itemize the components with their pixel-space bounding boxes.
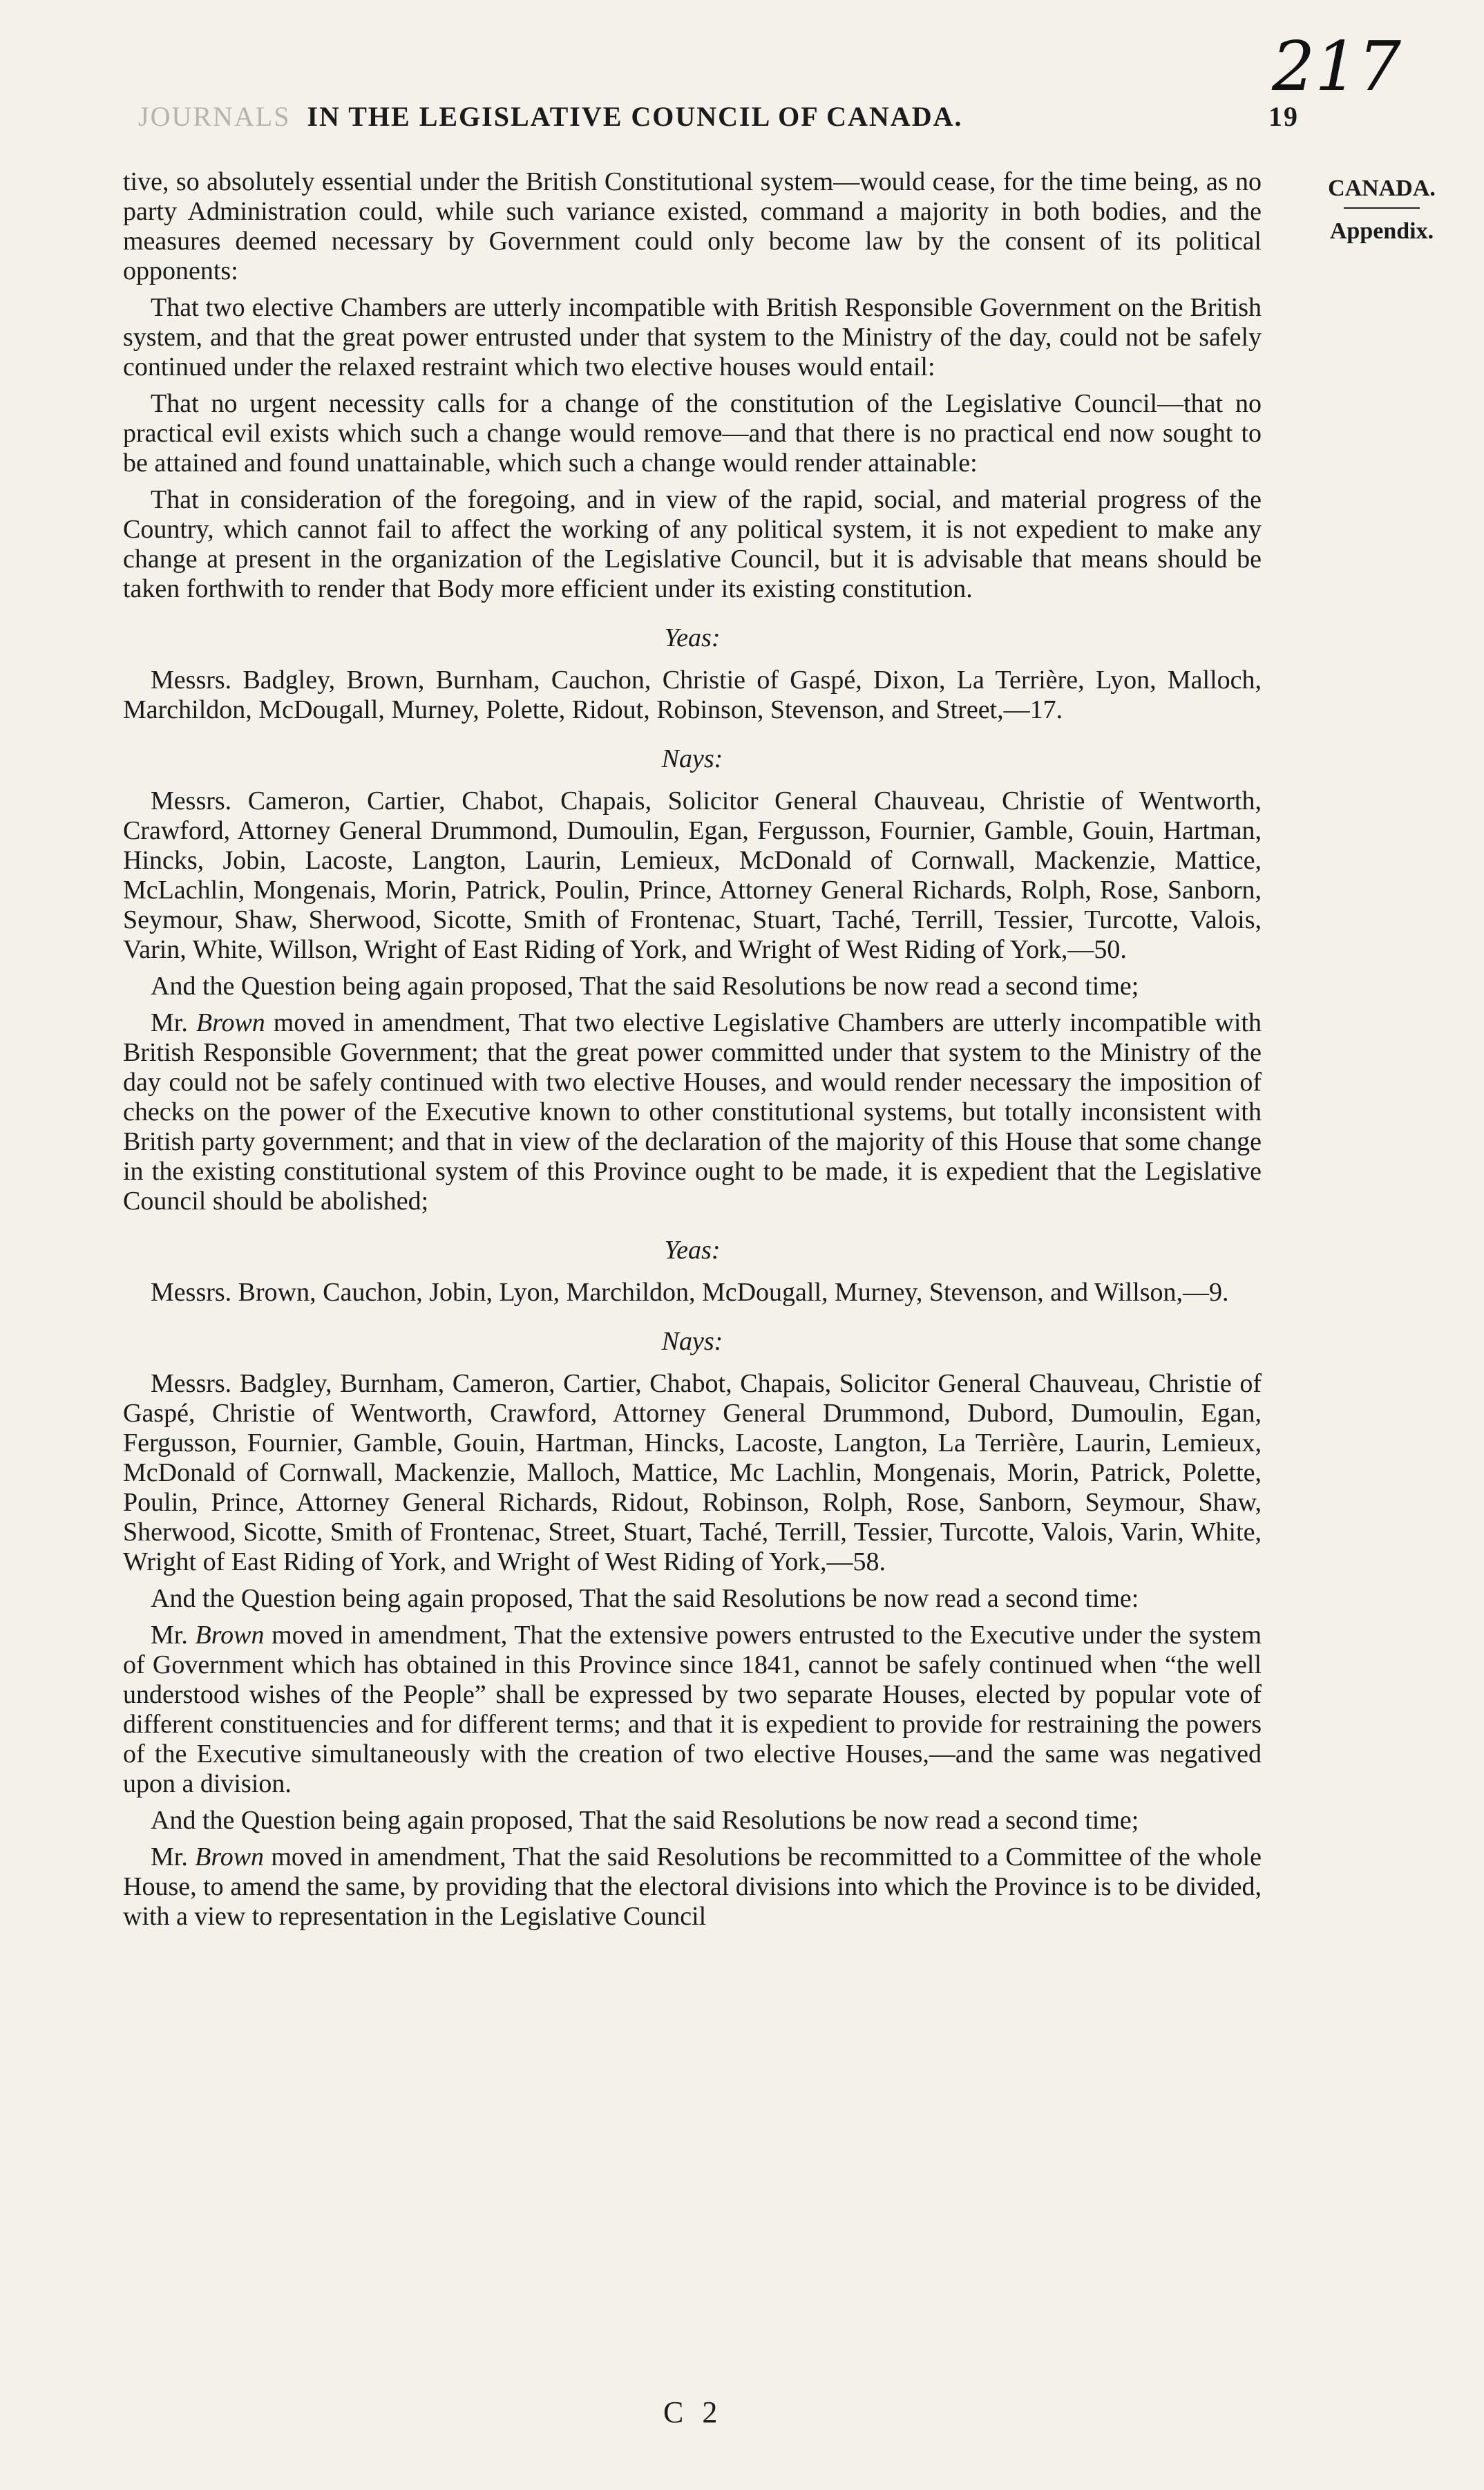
paragraph: tive, so absolutely essential under the British Constitutional system—would cease, for the time being, as no party Administration could, while such variance existed, command a majority in both bodies, and the measures deemed necessary by Government could only become law by the consent of its political opponents: — [123, 167, 1262, 285]
header-faint-word: JOURNALS — [138, 101, 291, 132]
page-number: 19 — [1268, 101, 1299, 132]
question-paragraph: And the Question being again proposed, That the said Resolutions be now read a second time; — [151, 1806, 1139, 1835]
yeas-heading: Yeas: — [664, 623, 721, 652]
margin-rule — [1344, 207, 1420, 209]
amendment-text: moved in amendment, That the said Resolutions be recommitted to a Committee of the whole House, to amend the same, by providing that the electoral divisions into which the Province is to be divided, with a view to representation in the Legislative Council — [123, 1842, 1262, 1931]
margin-canada: CANADA. — [1328, 176, 1436, 201]
main-text — [123, 167, 1262, 1932]
paragraph: That two elective Chambers are utterly incompatible with British Responsible Government on the British system, and that the great power entrusted under that system to the Ministry of the day, could not be safely continued under the relaxed restraint which two elective houses would entail: — [123, 293, 1262, 381]
margin-note — [1313, 171, 1451, 249]
mr-prefix: Mr. — [151, 1621, 188, 1650]
yeas-heading: Yeas: — [664, 1236, 721, 1265]
mover-name: Brown — [195, 1621, 265, 1650]
mover-name: Brown — [196, 1008, 265, 1037]
amendment-text: moved in amendment, That the extensive powers entrusted to the Executive under the system of Government which has obtained in this Province since 1841, cannot be safely continued when “the well understood wishes of the People” shall be expressed by two separate Houses, elected by popular vote of different constituencies and for different terms; and that it is expedient to provide for restraining the powers of the Executive simultaneously with the creation of two elective Houses,—and the same was negatived upon a division. — [123, 1621, 1262, 1798]
margin-appendix: Appendix. — [1329, 218, 1434, 244]
mr-prefix: Mr. — [151, 1008, 188, 1037]
nays-list: Messrs. Cameron, Cartier, Chabot, Chapais, Solicitor General Chauveau, Christie of Wentworth, Crawford, Attorney General Drummond, Dumoulin, Egan, Fergusson, Fournier, Gamble, Gouin, Hartman, Hincks, Jobin, Lacoste, Langton, Laurin, Lemieux, McDonald of Cornwall, Mackenzie, Mattice, McLachlin, Mongenais, Morin, Patrick, Poulin, Prince, Attorney General Richards, Rolph, Rose, Sanborn, Seymour, Shaw, Sherwood, Sicotte, Smith of Frontenac, Stuart, Taché, Terrill, Tessier, Turcotte, Valois, Varin, White, Willson, Wright of East Riding of York, and Wright of West Riding of York,—50. — [123, 786, 1262, 964]
running-header — [138, 100, 1299, 133]
nays-heading: Nays: — [661, 744, 723, 773]
mover-name: Brown — [195, 1842, 265, 1871]
yeas-list: Messrs. Brown, Cauchon, Jobin, Lyon, Marchildon, McDougall, Murney, Stevenson, and Willson,—9. — [151, 1278, 1229, 1307]
paragraph: That no urgent necessity calls for a change of the constitution of the Legislative Council—that no practical evil exists which such a change would remove—and that there is no practical end now sought to be attained and found unattainable, which such a change would render attainable: — [123, 389, 1262, 478]
question-paragraph: And the Question being again proposed, That the said Resolutions be now read a second time; — [151, 972, 1139, 1001]
paragraph: That in consideration of the foregoing, and in view of the rapid, social, and material progress of the Country, which cannot fail to affect the working of any political system, it is not expedient to make any change at present in the organization of the Legislative Council, but it is advisable that means should be taken forthwith to render that Body more efficient under its existing constitution. — [123, 485, 1262, 603]
amendment-paragraph — [123, 1008, 1262, 1216]
question-paragraph: And the Question being again proposed, That the said Resolutions be now read a second time: — [151, 1584, 1139, 1613]
nays-list: Messrs. Badgley, Burnham, Cameron, Cartier, Chabot, Chapais, Solicitor General Chauveau, Christie of Gaspé, Christie of Wentworth, Crawford, Attorney General Drummond, Dubord, Dumoulin, Egan, Fergusson, Fournier, Gamble, Gouin, Hartman, Hincks, Lacoste, Langton, La Terrière, Laurin, Lemieux, McDonald of Cornwall, Mackenzie, Malloch, Mattice, Mc Lachlin, Mongenais, Morin, Patrick, Polette, Poulin, Prince, Attorney General Richards, Ridout, Robinson, Rolph, Rose, Sanborn, Seymour, Shaw, Sherwood, Sicotte, Smith of Frontenac, Street, Stuart, Taché, Terrill, Tessier, Turcotte, Valois, Varin, White, Wright of East Riding of York, and Wright of West Riding of York,—58. — [123, 1369, 1262, 1576]
nays-heading: Nays: — [661, 1327, 723, 1356]
amendment-paragraph — [123, 1842, 1262, 1932]
amendment-paragraph — [123, 1621, 1262, 1799]
yeas-list: Messrs. Badgley, Brown, Burnham, Cauchon, Christie of Gaspé, Dixon, La Terrière, Lyon, Malloch, Marchildon, McDougall, Murney, Polette, Ridout, Robinson, Stevenson, and Street,—17. — [123, 666, 1262, 724]
mr-prefix: Mr. — [151, 1842, 188, 1871]
signature-mark: C 2 — [663, 2395, 723, 2429]
header-title: IN THE LEGISLATIVE COUNCIL OF CANADA. — [307, 101, 963, 132]
amendment-text: moved in amendment, That two elective Legislative Chambers are utterly incompatible with British Responsible Government; that the great power committed under that system to the Ministry of the day could not be safely continued with two elective Houses, and would render necessary the imposition of checks on the power of the Executive known to other constitutional systems, but totally inconsistent with British party government; and that in view of the declaration of the majority of this House that some change in the existing constitutional system of this Province ought to be made, it is expedient that the Legislative Council should be abolished; — [123, 1008, 1262, 1216]
folio-number: 217 — [1271, 28, 1401, 106]
